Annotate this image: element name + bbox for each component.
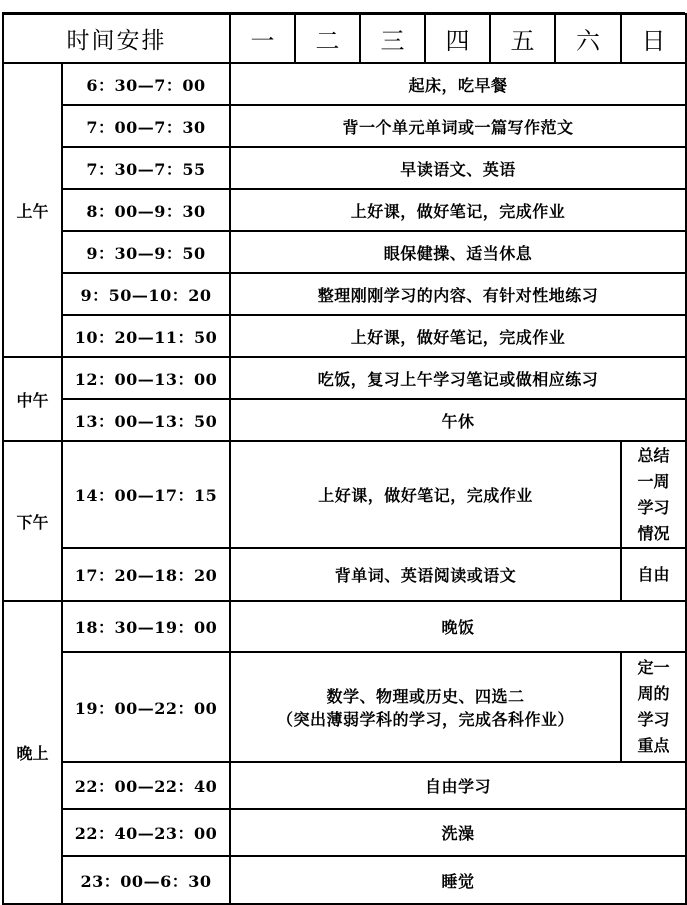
activity-cell: 起床，吃早餐 [230, 63, 686, 105]
time-slot: 23：00—6：30 [62, 856, 230, 904]
schedule-table [2, 13, 687, 905]
table-row [3, 399, 686, 441]
time-slot: 7：00—7：30 [62, 105, 230, 147]
period-morning: 上午 [3, 63, 62, 357]
activity-cell: 晚饭 [230, 601, 686, 652]
table-row [3, 357, 686, 399]
sunday-note: 定一 周的 学习 重点 [621, 652, 686, 762]
time-slot: 22：40—23：00 [62, 809, 230, 856]
time-slot: 10：20—11：50 [62, 315, 230, 357]
table-row [3, 315, 686, 357]
time-slot: 9：30—9：50 [62, 231, 230, 273]
activity-cell: 洗澡 [230, 809, 686, 856]
table-row [3, 105, 686, 147]
activity-cell: 整理刚刚学习的内容、有针对性地练习 [230, 273, 686, 315]
time-slot: 12：00—13：00 [62, 357, 230, 399]
activity-cell: 眼保健操、适当休息 [230, 231, 686, 273]
time-slot: 6：30—7：00 [62, 63, 230, 105]
activity-cell: 上好课，做好笔记，完成作业 [230, 189, 686, 231]
table-row [3, 147, 686, 189]
activity-cell: 自由学习 [230, 762, 686, 809]
table-row [3, 548, 686, 601]
header-title: 时间安排 [3, 14, 230, 63]
table-row [3, 189, 686, 231]
top-rule [2, 0, 685, 14]
sunday-note: 自由 [621, 548, 686, 601]
time-slot: 17：20—18：20 [62, 548, 230, 601]
activity-cell: 吃饭，复习上午学习笔记或做相应练习 [230, 357, 686, 399]
time-slot: 18：30—19：00 [62, 601, 230, 652]
table-row [3, 273, 686, 315]
day-sat: 六 [555, 14, 621, 63]
time-slot: 8：00—9：30 [62, 189, 230, 231]
time-slot: 13：00—13：50 [62, 399, 230, 441]
table-row [3, 762, 686, 809]
time-slot: 14：00—17：15 [62, 441, 230, 548]
day-sun: 日 [621, 14, 686, 63]
table-row [3, 63, 686, 105]
activity-cell: 午休 [230, 399, 686, 441]
activity-cell: 背一个单元单词或一篇写作范文 [230, 105, 686, 147]
table-row [3, 856, 686, 904]
day-thu: 四 [425, 14, 490, 63]
activity-cell [230, 652, 621, 762]
activity-cell: 上好课，做好笔记，完成作业 [230, 315, 686, 357]
activity-cell: 背单词、英语阅读或语文 [230, 548, 621, 601]
header-row [3, 14, 686, 63]
activity-cell: 早读语文、英语 [230, 147, 686, 189]
activity-cell: 睡觉 [230, 856, 686, 904]
period-noon: 中午 [3, 357, 62, 441]
time-slot: 9：50—10：20 [62, 273, 230, 315]
day-mon: 一 [230, 14, 295, 63]
time-slot: 7：30—7：55 [62, 147, 230, 189]
table-row [3, 652, 686, 762]
period-afternoon: 下午 [3, 441, 62, 601]
table-row [3, 809, 686, 856]
time-slot: 19：00—22：00 [62, 652, 230, 762]
activity-line: 数学、物理或历史、四选二 [326, 687, 525, 706]
table-row [3, 441, 686, 548]
activity-line: （突出薄弱学科的学习，完成各科作业） [276, 710, 574, 729]
period-evening: 晚上 [3, 601, 62, 904]
table-row [3, 231, 686, 273]
sunday-note: 总结 一周 学习 情况 [621, 441, 686, 548]
table-row [3, 601, 686, 652]
time-slot: 22：00—22：40 [62, 762, 230, 809]
day-fri: 五 [490, 14, 555, 63]
day-tue: 二 [295, 14, 360, 63]
day-wed: 三 [360, 14, 425, 63]
activity-cell: 上好课，做好笔记，完成作业 [230, 441, 621, 548]
